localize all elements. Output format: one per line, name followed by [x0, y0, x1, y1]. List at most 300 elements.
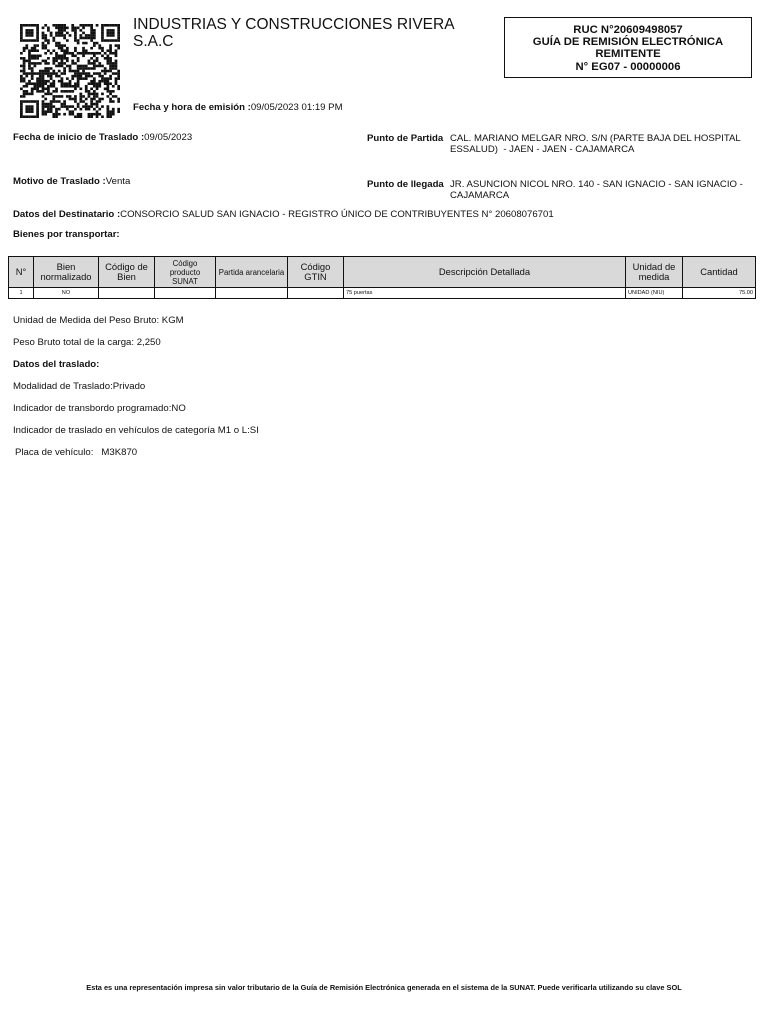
qr-module [34, 44, 37, 47]
qr-module [109, 75, 112, 78]
qr-module [25, 105, 28, 108]
qr-module [77, 70, 80, 73]
qr-module [36, 62, 39, 65]
qr-module [50, 75, 53, 78]
qr-module [55, 100, 58, 103]
qr-module [90, 98, 93, 101]
qr-module [101, 27, 104, 30]
qr-module [88, 60, 91, 63]
qr-module [66, 77, 69, 80]
qr-module [44, 110, 47, 113]
qr-module [112, 29, 115, 32]
qr-module [79, 77, 82, 80]
qr-module [71, 70, 74, 73]
qr-module [117, 27, 120, 30]
qr-module [42, 113, 45, 116]
destinatario [13, 209, 554, 220]
qr-module [112, 72, 115, 75]
qr-module [58, 24, 61, 27]
qr-module [109, 39, 112, 42]
qr-module [71, 54, 74, 57]
qr-module [71, 105, 74, 108]
qr-module [77, 82, 80, 85]
qr-module [61, 29, 64, 32]
qr-module [25, 93, 28, 96]
qr-module [93, 29, 96, 32]
qr-module [98, 80, 101, 83]
qr-module [31, 62, 34, 65]
items-table [8, 256, 756, 299]
qr-module [115, 52, 118, 55]
qr-module [50, 72, 53, 75]
qr-module [112, 24, 115, 27]
qr-module [42, 100, 45, 103]
qr-module [109, 100, 112, 103]
qr-module [88, 93, 91, 96]
qr-module [69, 80, 72, 83]
qr-module [98, 72, 101, 75]
qr-module [93, 44, 96, 47]
qr-module [63, 37, 66, 40]
qr-module [66, 39, 69, 42]
qr-module [58, 70, 61, 73]
qr-module [90, 82, 93, 85]
qr-module [69, 95, 72, 98]
qr-module [31, 67, 34, 70]
qr-module [93, 60, 96, 63]
qr-module [52, 57, 55, 60]
qr-module [50, 93, 53, 96]
qr-module [104, 67, 107, 70]
qr-module [47, 85, 50, 88]
qr-module [85, 52, 88, 55]
qr-module [79, 37, 82, 40]
qr-module [106, 82, 109, 85]
qr-module [85, 67, 88, 70]
qr-module [96, 110, 99, 113]
qr-module [109, 52, 112, 55]
qr-module [61, 60, 64, 63]
qr-module [115, 67, 118, 70]
qr-module [25, 60, 28, 63]
qr-module [90, 113, 93, 116]
qr-module [28, 80, 31, 83]
qr-module [36, 80, 39, 83]
qr-module [58, 100, 61, 103]
qr-module [28, 93, 31, 96]
qr-module [55, 24, 58, 27]
qr-module [36, 34, 39, 37]
footer-note: Esta es una representación impresa sin valor tributario de la Guía de Remisión Electrónica generada en el sistema de la SUNAT. Puede verificarla utilizando su clave SOL [86, 983, 682, 992]
qr-module [39, 77, 42, 80]
qr-module [28, 110, 31, 113]
qr-module [104, 39, 107, 42]
qr-module [115, 62, 118, 65]
qr-module [79, 100, 82, 103]
col-header-bien-normalizado: Bien normalizado [34, 257, 99, 288]
qr-module [98, 75, 101, 78]
qr-module [44, 70, 47, 73]
qr-module [82, 32, 85, 35]
qr-module [115, 54, 118, 57]
qr-module [74, 88, 77, 91]
qr-module [31, 90, 34, 93]
qr-module [23, 57, 26, 60]
partida-value [450, 133, 755, 155]
modalidad-traslado: Modalidad de Traslado:Privado [13, 381, 146, 392]
qr-module [50, 32, 53, 35]
qr-module [31, 39, 34, 42]
qr-module [77, 72, 80, 75]
qr-module [47, 39, 50, 42]
qr-module [77, 27, 80, 30]
qr-module [63, 70, 66, 73]
qr-module [58, 57, 61, 60]
qr-module [74, 115, 77, 118]
qr-module [82, 54, 85, 57]
qr-module [31, 82, 34, 85]
qr-module [109, 98, 112, 101]
qr-module [23, 70, 26, 73]
qr-module [28, 67, 31, 70]
qr-module [71, 27, 74, 30]
qr-module [98, 47, 101, 50]
qr-module [20, 115, 23, 118]
datos-traslado-heading: Datos del traslado: [13, 359, 100, 370]
qr-module [69, 110, 72, 113]
qr-module [82, 49, 85, 52]
qr-module [77, 105, 80, 108]
qr-module [112, 108, 115, 111]
qr-module [20, 105, 23, 108]
qr-module [101, 47, 104, 50]
qr-module [36, 49, 39, 52]
col-header-codigo-bien: Código de Bien [99, 257, 155, 288]
qr-module [90, 88, 93, 91]
qr-module [20, 88, 23, 91]
qr-module [58, 113, 61, 116]
qr-module [55, 95, 58, 98]
qr-module [61, 44, 64, 47]
qr-module [85, 34, 88, 37]
qr-module [36, 32, 39, 35]
qr-module [90, 80, 93, 83]
qr-module [31, 77, 34, 80]
qr-module [85, 42, 88, 45]
qr-module [63, 103, 66, 106]
qr-module [47, 27, 50, 30]
qr-module [69, 113, 72, 116]
qr-module [101, 37, 104, 40]
qr-module [25, 110, 28, 113]
qr-module [23, 115, 26, 118]
qr-module [90, 75, 93, 78]
qr-module [96, 85, 99, 88]
qr-module [63, 62, 66, 65]
doc-type-line1: GUÍA DE REMISIÓN ELECTRÓNICA [532, 36, 724, 49]
qr-module [71, 90, 74, 93]
qr-module [115, 65, 118, 68]
qr-module [71, 62, 74, 65]
qr-module [88, 37, 91, 40]
qr-module [96, 52, 99, 55]
qr-module [106, 57, 109, 60]
cell-codigo-bien [99, 288, 155, 299]
qr-module [31, 34, 34, 37]
qr-module [23, 90, 26, 93]
qr-module [34, 72, 37, 75]
qr-module [42, 42, 45, 45]
qr-module [77, 103, 80, 106]
qr-module [109, 115, 112, 118]
qr-module [101, 105, 104, 108]
qr-module [28, 57, 31, 60]
qr-module [93, 42, 96, 45]
qr-module [109, 32, 112, 35]
qr-module [66, 105, 69, 108]
qr-module [47, 110, 50, 113]
qr-module [42, 44, 45, 47]
qr-module [42, 37, 45, 40]
qr-module [85, 108, 88, 111]
qr-module [44, 72, 47, 75]
qr-module [101, 54, 104, 57]
qr-module [79, 34, 82, 37]
qr-module [77, 65, 80, 68]
qr-module [28, 39, 31, 42]
qr-module [90, 39, 93, 42]
cell-n: 1 [9, 288, 34, 299]
qr-module [112, 67, 115, 70]
inicio-traslado [13, 132, 192, 143]
qr-module [106, 60, 109, 63]
qr-module [109, 49, 112, 52]
qr-module [101, 80, 104, 83]
qr-module [55, 42, 58, 45]
qr-module [52, 113, 55, 116]
qr-module [88, 62, 91, 65]
qr-module [34, 65, 37, 68]
qr-module [71, 60, 74, 63]
qr-module [63, 105, 66, 108]
qr-module [39, 90, 42, 93]
qr-module [36, 90, 39, 93]
bienes-label: Bienes por transportar: [13, 229, 120, 240]
qr-module [93, 93, 96, 96]
qr-module [85, 98, 88, 101]
qr-module [79, 67, 82, 70]
qr-module [109, 24, 112, 27]
qr-module [63, 67, 66, 70]
qr-module [36, 108, 39, 111]
qr-module [23, 80, 26, 83]
qr-module [85, 72, 88, 75]
qr-module [50, 34, 53, 37]
motivo-traslado [13, 176, 130, 187]
qr-module [52, 98, 55, 101]
qr-module [74, 37, 77, 40]
qr-module [42, 80, 45, 83]
qr-module [31, 88, 34, 91]
qr-module [90, 67, 93, 70]
qr-module [66, 82, 69, 85]
qr-module [82, 72, 85, 75]
qr-module [63, 49, 66, 52]
qr-module [42, 77, 45, 80]
qr-module [47, 93, 50, 96]
qr-module [98, 62, 101, 65]
qr-module [106, 70, 109, 73]
qr-module [31, 49, 34, 52]
qr-module [112, 62, 115, 65]
qr-module [93, 113, 96, 116]
qr-module [88, 95, 91, 98]
qr-module [69, 98, 72, 101]
qr-module [47, 29, 50, 32]
qr-module [101, 70, 104, 73]
col-header-codigo-sunat: Código producto SUNAT [155, 257, 216, 288]
qr-module [106, 113, 109, 116]
qr-module [96, 42, 99, 45]
qr-module [28, 72, 31, 75]
qr-module [20, 100, 23, 103]
qr-module [36, 24, 39, 27]
col-header-gtin: Código GTIN [288, 257, 344, 288]
qr-module [36, 103, 39, 106]
qr-module [77, 77, 80, 80]
qr-module [69, 65, 72, 68]
qr-module [39, 75, 42, 78]
qr-module [77, 113, 80, 116]
qr-module [52, 100, 55, 103]
qr-module [61, 49, 64, 52]
qr-module [28, 60, 31, 63]
qr-module [28, 105, 31, 108]
qr-module [42, 108, 45, 111]
qr-module [101, 77, 104, 80]
qr-module [58, 95, 61, 98]
qr-module [20, 80, 23, 83]
qr-module [42, 27, 45, 30]
qr-module [31, 54, 34, 57]
qr-module [96, 105, 99, 108]
emission-value: 09/05/2023 01:19 PM [250, 102, 343, 113]
qr-module [88, 34, 91, 37]
qr-module [28, 24, 31, 27]
qr-module [85, 90, 88, 93]
qr-module [20, 113, 23, 116]
qr-module [44, 113, 47, 116]
qr-module [106, 88, 109, 91]
qr-module [74, 70, 77, 73]
qr-module [88, 24, 91, 27]
qr-module [58, 108, 61, 111]
qr-module [90, 29, 93, 32]
qr-module [31, 24, 34, 27]
qr-module [117, 75, 120, 78]
qr-module [23, 100, 26, 103]
qr-module [44, 82, 47, 85]
qr-module [20, 39, 23, 42]
qr-module [104, 77, 107, 80]
qr-module [66, 57, 69, 60]
qr-module [28, 29, 31, 32]
qr-module [93, 37, 96, 40]
qr-module [82, 105, 85, 108]
qr-module [106, 32, 109, 35]
qr-module [90, 103, 93, 106]
qr-module [74, 32, 77, 35]
qr-module [36, 115, 39, 118]
qr-module [117, 98, 120, 101]
qr-module [109, 113, 112, 116]
qr-module [82, 65, 85, 68]
qr-module [42, 103, 45, 106]
qr-module [88, 105, 91, 108]
qr-module [20, 52, 23, 55]
qr-module [85, 65, 88, 68]
qr-module [101, 34, 104, 37]
qr-module [77, 52, 80, 55]
qr-module [31, 115, 34, 118]
qr-module [98, 44, 101, 47]
qr-module [69, 34, 72, 37]
qr-module [63, 82, 66, 85]
qr-module [85, 88, 88, 91]
qr-module [55, 34, 58, 37]
qr-module [85, 85, 88, 88]
qr-module [109, 34, 112, 37]
qr-module [63, 100, 66, 103]
qr-module [42, 85, 45, 88]
qr-module [112, 100, 115, 103]
qr-module [74, 62, 77, 65]
qr-module [28, 82, 31, 85]
qr-module [93, 80, 96, 83]
inicio-value: 09/05/2023 [144, 132, 193, 143]
qr-module [93, 67, 96, 70]
qr-module [117, 88, 120, 91]
qr-module [50, 105, 53, 108]
qr-module [74, 34, 77, 37]
qr-module [50, 103, 53, 106]
qr-module [112, 95, 115, 98]
motivo-label: Motivo de Traslado : [13, 176, 106, 187]
qr-module [36, 85, 39, 88]
destinatario-label: Datos del Destinatario : [13, 209, 121, 220]
qr-module [115, 72, 118, 75]
qr-module [34, 115, 37, 118]
qr-module [52, 24, 55, 27]
qr-module [71, 85, 74, 88]
qr-module [115, 95, 118, 98]
qr-module [20, 70, 23, 73]
qr-module [96, 57, 99, 60]
qr-module [44, 47, 47, 50]
qr-module [58, 32, 61, 35]
qr-module [61, 34, 64, 37]
qr-module [50, 67, 53, 70]
qr-module [44, 44, 47, 47]
qr-module [55, 54, 58, 57]
qr-module [20, 65, 23, 68]
qr-module [104, 24, 107, 27]
qr-module [77, 85, 80, 88]
qr-module [52, 90, 55, 93]
qr-module [47, 90, 50, 93]
inicio-label: Fecha de inicio de Traslado : [13, 132, 145, 143]
qr-module [96, 24, 99, 27]
